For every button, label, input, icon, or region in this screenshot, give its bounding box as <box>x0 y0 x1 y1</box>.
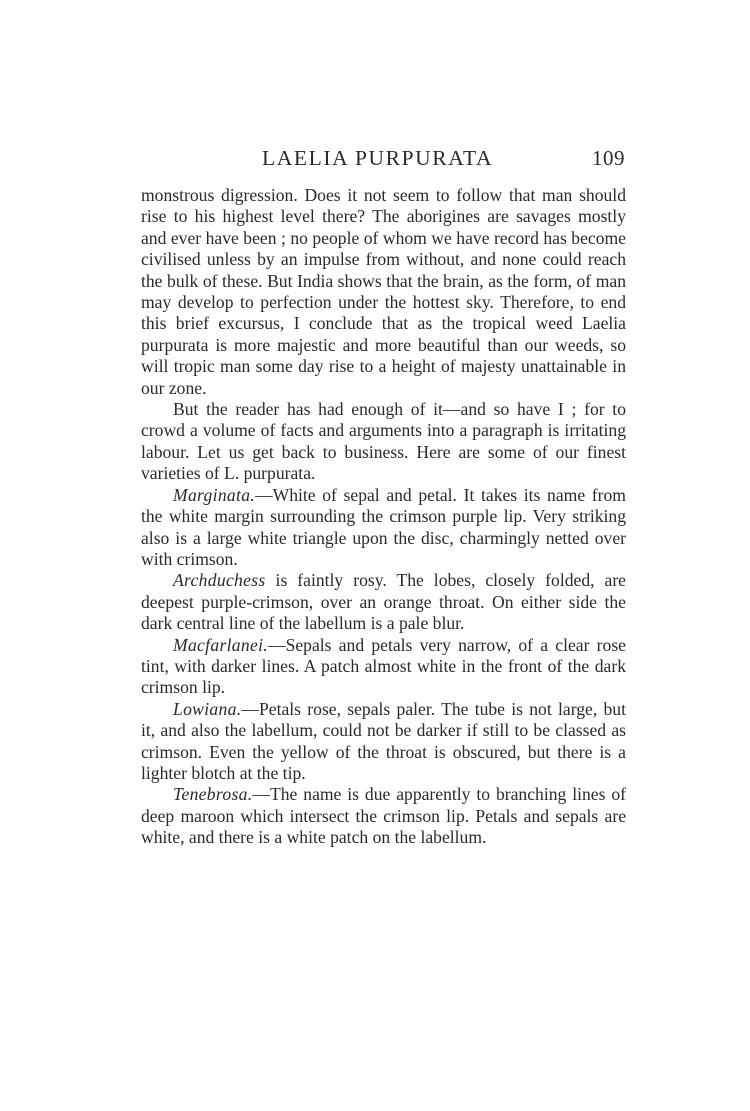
variety-name: Marginata. <box>173 484 256 505</box>
variety-name: Archduchess <box>173 570 266 591</box>
variety-entry-archduchess <box>141 570 626 634</box>
variety-entry-macfarlanei <box>141 635 626 699</box>
paragraph-text: monstrous digression. Does it not seem to follow that man should rise to his highest level there? The aborigines are savages mostly and ever have been ; no people of whom we have record has become civilised unless by an impulse from without, and none could reach the bulk of these. But India shows that the brain, as the form, of man may develop to perfection under the hottest sky. Therefore, to end this brief excursus, I conclude that as the tropical weed Laelia purpurata is more majestic and more beautiful than our weeds, so will tropic man some day rise to a height of majesty unattainable in our zone. <box>141 185 626 398</box>
running-head <box>140 146 625 176</box>
paragraph-text: But the reader has had enough of it—and so have I ; for to crowd a volume of facts and arguments into a paragraph is irritating labour. Let us get back to business. Here are some of our finest varieties of L. purpurata. <box>141 399 626 484</box>
page-number: 109 <box>592 146 625 170</box>
paragraph <box>141 399 626 485</box>
variety-description: —The name is due apparently to branching lines of deep maroon which intersect the crimson lip. Petals and sepals are white, and there is a white patch on the labellum. <box>141 784 626 848</box>
variety-description: —Sepals and petals very narrow, of a clear rose tint, with darker lines. A patch almost white in the front of the dark crimson lip. <box>141 634 626 698</box>
variety-name: Macfarlanei. <box>173 634 268 655</box>
variety-entry-tenebrosa <box>141 784 626 848</box>
paragraph-continuation <box>141 185 626 399</box>
variety-name: Lowiana. <box>173 698 242 719</box>
variety-name: Tenebrosa. <box>173 784 253 805</box>
variety-description: —Petals rose, sepals paler. The tube is not large, but it, and also the labellum, could not be darker if still to be classed as crimson. Even the yellow of the throat is obscured, but there is a lighter blotch at the tip. <box>141 698 626 783</box>
variety-description: —White of sepal and petal. It takes its name from the white margin surrounding the crimson purple lip. Very striking also is a large white triangle upon the disc, charmingly netted over with crimson. <box>141 484 626 569</box>
body-text <box>141 185 626 849</box>
variety-entry-lowiana <box>141 699 626 785</box>
running-title: LAELIA PURPURATA <box>262 146 494 170</box>
variety-description: is faintly rosy. The lobes, closely folded, are deepest purple-crimson, over an orange throat. On either side the dark central line of the labellum is a pale blur. <box>141 570 626 634</box>
variety-entry-marginata <box>141 485 626 571</box>
